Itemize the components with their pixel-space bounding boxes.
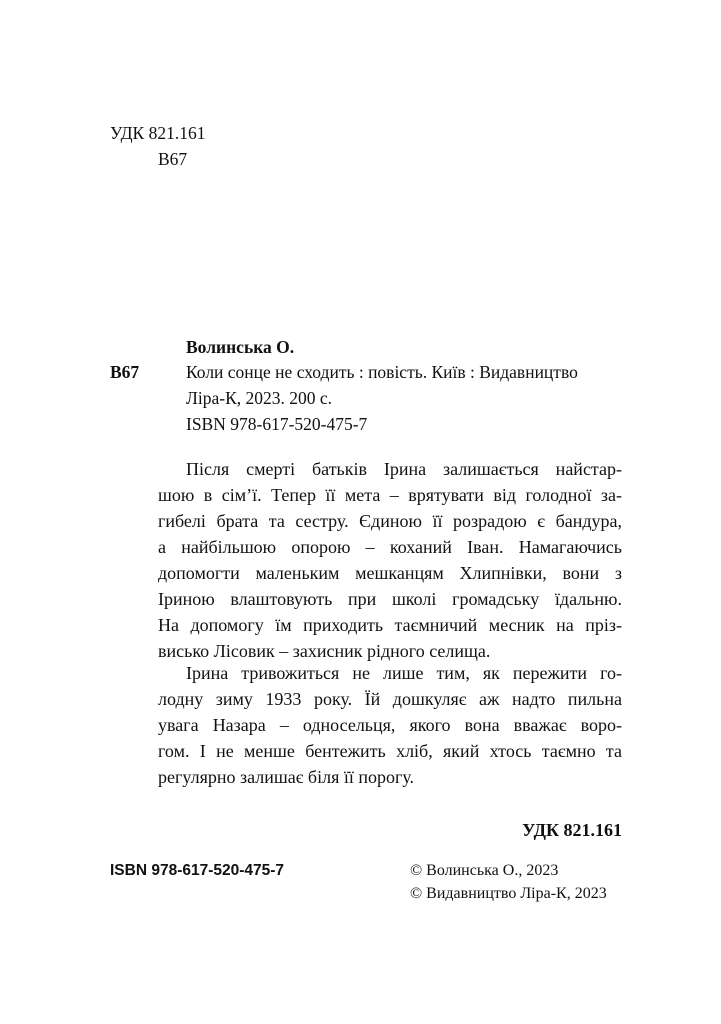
catalog-code: В67: [110, 362, 140, 382]
annotation-line: Ірина тривожиться не лише тим, як пережити го-: [186, 663, 622, 683]
copyright-author: © Волинська О., 2023: [410, 862, 559, 879]
annotation-line: шою в сім’ї. Тепер її мета – врятувати від голодної за-: [158, 485, 622, 505]
footer-udk: УДК 821.161: [522, 820, 622, 840]
annotation-line: висько Лісовик – захисник рідного селища.: [158, 641, 491, 661]
copyright-publisher: © Видавництво Ліра-К, 2023: [410, 885, 607, 902]
author-name: Волинська О.: [186, 337, 295, 357]
bibliographic-title-line: Коли сонце не сходить : повість. Київ : Видавництво: [186, 362, 578, 382]
annotation-paragraph: [158, 456, 622, 664]
annotation-line: лодну зиму 1933 року. Їй дошкуляє аж надто пильна: [158, 689, 622, 709]
annotation-line: регулярно залишає біля її порогу.: [158, 767, 415, 787]
udk-index: УДК 821.161: [110, 123, 206, 143]
author-sign-code: В67: [158, 149, 188, 169]
annotation-line: На допомогу їм приходить таємничий месник на пріз-: [158, 615, 622, 635]
annotation-line: гом. І не менше бентежить хліб, який хтось таємно та: [158, 741, 622, 761]
annotation-line: гибелі брата та сестру. Єдиною її розрадою є бандура,: [158, 511, 622, 531]
annotation-line: а найбільшою опорою – коханий Іван. Намагаючись: [158, 537, 622, 557]
annotation-line: Після смерті батьків Ірина залишається найстар-: [186, 459, 622, 479]
bibliographic-title-line: Ліра-К, 2023. 200 с.: [186, 388, 333, 408]
catalog-isbn: ISBN 978-617-520-475-7: [186, 414, 368, 434]
footer-isbn: ISBN 978-617-520-475-7: [110, 862, 285, 879]
annotation-paragraph: [158, 660, 622, 790]
annotation-line: Іриною влаштовують при школі громадську їдальню.: [158, 589, 622, 609]
annotation-line: увага Назара – односельця, якого вона вважає воро-: [158, 715, 622, 735]
annotation-line: допомогти маленьким мешканцям Хлипнівки, вони з: [158, 563, 622, 583]
